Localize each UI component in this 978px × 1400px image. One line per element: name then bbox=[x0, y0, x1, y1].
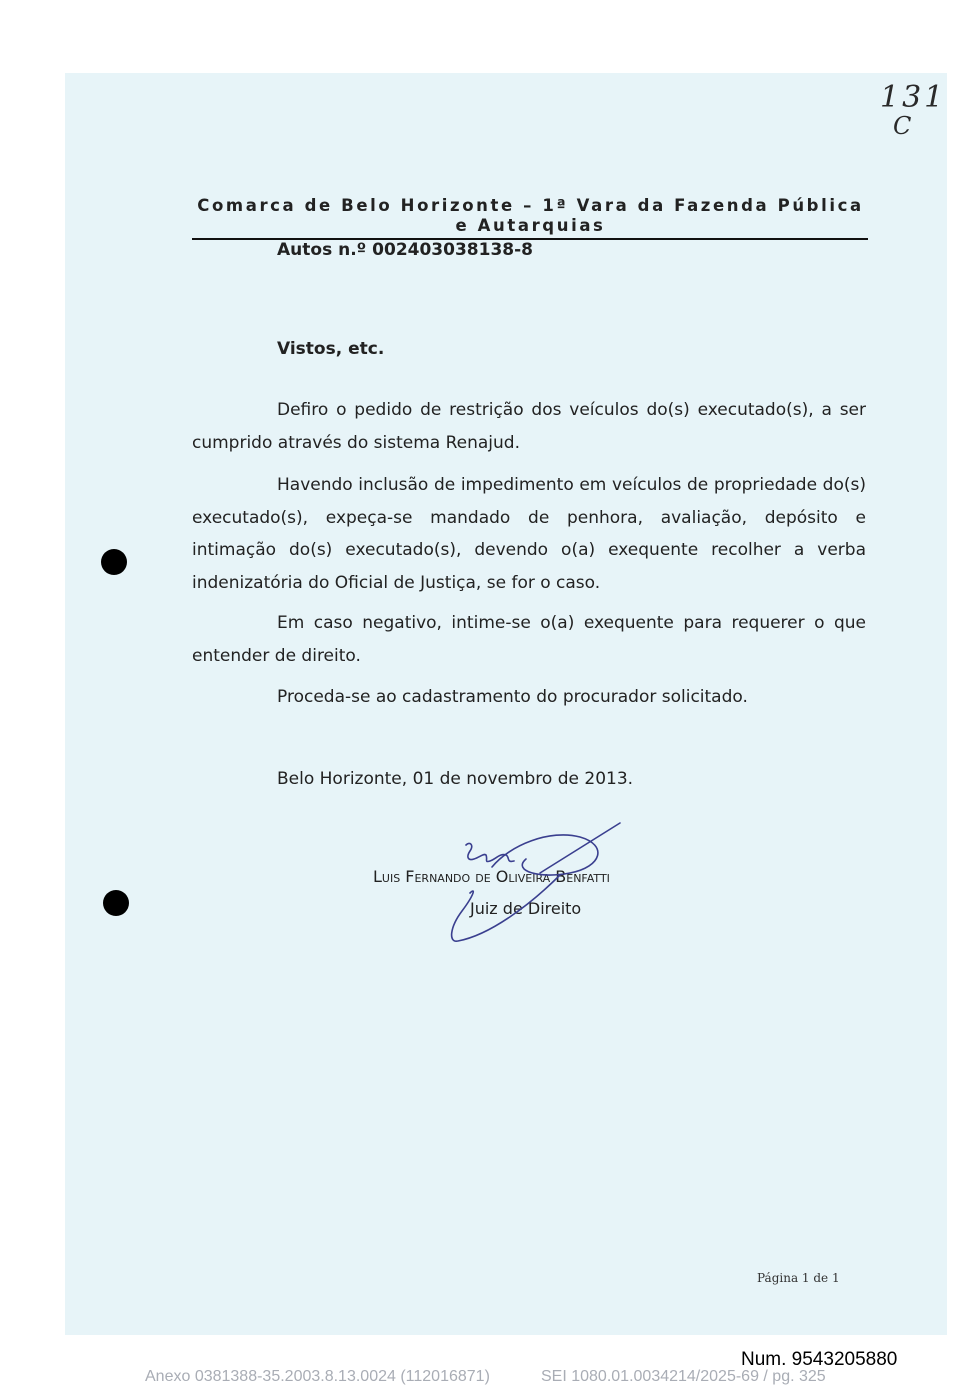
punch-hole-top bbox=[101, 549, 127, 575]
paragraph-negativo: Em caso negativo, intime-se o(a) exequente para requerer o que entender de direito. bbox=[192, 613, 866, 666]
salutation: Vistos, etc. bbox=[277, 339, 385, 359]
sei-reference: SEI 1080.01.0034214/2025-69 / pg. 325 bbox=[541, 1368, 826, 1385]
punch-hole-bottom bbox=[103, 890, 129, 916]
signer-name: Luis Fernando de Oliveira Benfatti bbox=[373, 867, 610, 886]
document-number: Num. 9543205880 bbox=[741, 1349, 898, 1370]
paragraph-cadastramento: Proceda-se ao cadastramento do procurador solicitado. bbox=[277, 687, 748, 707]
paragraph-renajud: Defiro o pedido de restrição dos veículos do(s) executado(s), a ser cumprido através do sistema Renajud. bbox=[192, 400, 866, 453]
margin-note-letter: C bbox=[893, 112, 912, 140]
court-header: Comarca de Belo Horizonte – 1ª Vara da Fazenda Pública e Autarquias bbox=[197, 196, 864, 235]
case-number: Autos n.º 002403038138-8 bbox=[277, 240, 533, 260]
margin-note-number: 131 bbox=[880, 80, 947, 115]
signer-role: Juiz de Direito bbox=[470, 899, 582, 918]
annex-reference: Anexo 0381388-35.2003.8.13.0024 (112016871) bbox=[145, 1368, 490, 1385]
judge-signature bbox=[440, 815, 630, 950]
page-indicator: Página 1 de 1 bbox=[757, 1271, 840, 1285]
paragraph-penhora: Havendo inclusão de impedimento em veículos de propriedade do(s) executado(s), expeça-se mandado de penhora, avaliação, depósito e intimação do(s) executado(s), devendo o(a) exequente recolher a verba indenizatória do Oficial de Justiça, se for o caso. bbox=[192, 475, 866, 593]
place-date: Belo Horizonte, 01 de novembro de 2013. bbox=[277, 769, 634, 789]
